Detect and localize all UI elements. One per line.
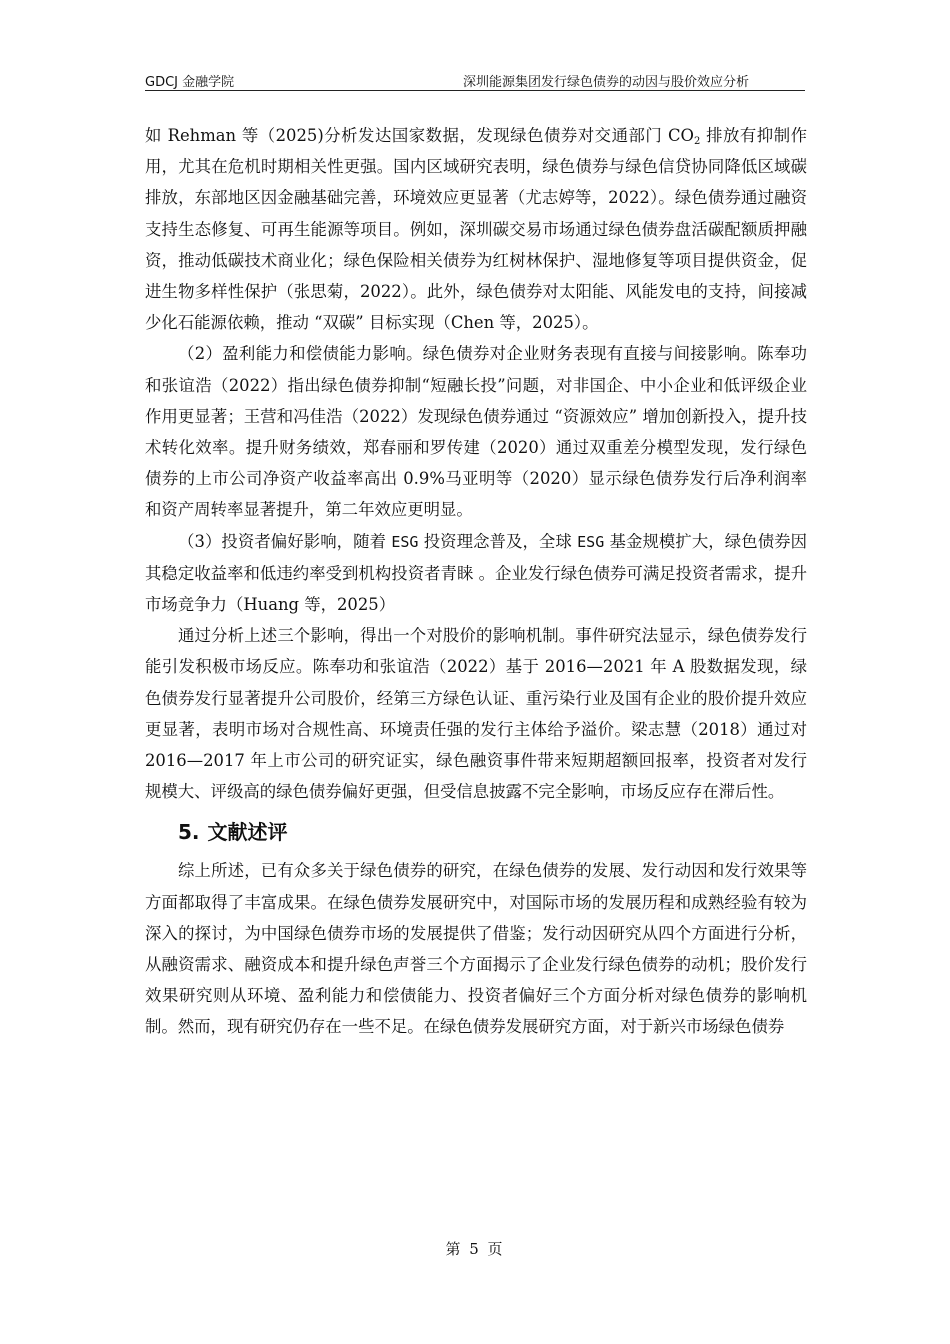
co2-subscript: 2 [694,136,701,147]
paragraph-1 [145,120,807,338]
paragraph-3 [145,526,807,621]
paragraph-5: 综上所述，已有众多关于绿色债券的研究，在绿色债券的发展、发行动因和发行效果等方面都取得了丰富成果。在绿色债券发展研究中，对国际市场的发展历程和成熟经验有较为深入的探讨，为中国绿色债券市场的发展提供了借鉴；发行动因研究从四个方面进行分析，从融资需求、融资成本和提升绿色声誉三个方面揭示了企业发行绿色债券的动机；股价发行效果研究则从环境、盈利能力和偿债能力、投资者偏好三个方面分析对绿色债券的影响机制。然而，现有研究仍存在一些不足。在绿色债券发展研究方面，对于新兴市场绿色债券 [145,861,807,1037]
section-5-number: 5. [178,820,200,845]
paragraph-3-part-c: 基金规模扩大，绿色债券因其稳定收益率和低违约率受到机构投资者青睐 。企业发行绿色债券可满足投资者需求，提升市场竞争力（Huang 等，2025） [145,531,808,615]
page-number: 第 5 页 [445,1240,505,1258]
esg-term-1: ESG [391,532,419,551]
paragraph-3-part-b: 投资理念普及，全球 [418,531,578,551]
paragraph-1-part-a: 如 Rehman 等（2025)分析发达国家数据，发现绿色债券对交通部门 CO [145,126,694,145]
section-5-heading [178,817,807,847]
paragraph-3-part-a: （3）投资者偏好影响，随着 [178,531,392,551]
header-title: 深圳能源集团发行绿色债券的动因与股价效应分析 [462,75,749,90]
page-header [145,68,805,91]
header-school: GDCJ 金融学院 [145,75,235,90]
section-5-title: 文献述评 [207,820,288,845]
document-body [145,120,807,1043]
paragraph-4: 通过分析上述三个影响，得出一个对股价的影响机制。事件研究法显示，绿色债券发行能引发积极市场反应。陈奉功和张谊浩（2022）基于 2016—2021 年 A 股数据发现，绿色债券发行显著提升公司股价，经第三方绿色认证、重污染行业及国有企业的股价提升效应更显著，表明市场对合规性高、环境责任强的发行主体给予溢价。梁志慧（2018）通过对 2016—2017 年上市公司的研究证实，绿色融资事件带来短期超额回报率，投资者对发行规模大、评级高的绿色债券偏好更强，但受信息披露不完全影响，市场反应存在滞后性。 [145,626,807,802]
paragraph-1-part-b: 排放有抑制作用，尤其在危机时期相关性更强。国内区域研究表明，绿色债券与绿色信贷协同降低区域碳排放，东部地区因金融基础完善，环境效应更显著（尤志婷等，2022）。绿色债券通过融资支持生态修复、可再生能源等项目。例如，深圳碳交易市场通过绿色债券盘活碳配额质押融资，推动低碳技术商业化；绿色保险相关债券为红树林保护、湿地修复等项目提供资金，促进生物多样性保护（张思菊，2022）。此外，绿色债券对太阳能、风能发电的支持，间接减少化石能源依赖，推动 “双碳” 目标实现（Chen 等，2025）。 [145,126,807,333]
esg-term-2: ESG [577,532,605,551]
paragraph-2: （2）盈利能力和偿债能力影响。绿色债券对企业财务表现有直接与间接影响。陈奉功和张谊浩（2022）指出绿色债券抑制“短融长投”问题，对非国企、中小企业和低评级企业作用更显著；王营和冯佳浩（2022）发现绿色债券通过 “资源效应” 增加创新投入，提升技术转化效率。提升财务绩效，郑春丽和罗传建（2020）通过双重差分模型发现，发行绿色债券的上市公司净资产收益率高出 0.9%马亚明等（2020）显示绿色债券发行后净利润率和资产周转率显著提升，第二年效应更明显。 [145,344,807,520]
